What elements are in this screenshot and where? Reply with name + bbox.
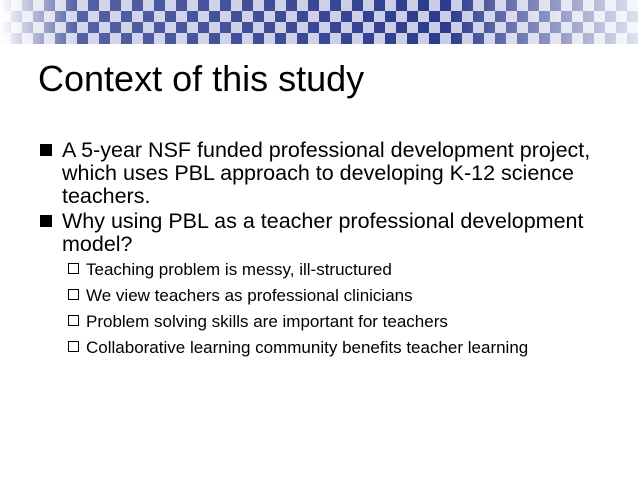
sub-bullet-text: Problem solving skills are important for teachers xyxy=(86,312,448,331)
sub-bullet-text: Teaching problem is messy, ill-structured xyxy=(86,260,392,279)
sub-bullet-item xyxy=(62,338,598,357)
bullet-list xyxy=(38,139,598,357)
sub-bullet-list xyxy=(62,260,598,357)
sub-bullet-text: Collaborative learning community benefits teacher learning xyxy=(86,338,529,357)
bullet-text: Why using PBL as a teacher professional development model? xyxy=(62,209,584,256)
hollow-square-bullet-icon xyxy=(68,289,79,300)
hollow-square-bullet-icon xyxy=(68,341,79,352)
bullet-text: A 5-year NSF funded professional development project, which uses PBL approach to developing K-12 science teachers. xyxy=(62,138,591,208)
square-bullet-icon xyxy=(40,144,52,156)
sub-bullet-text: We view teachers as professional clinicians xyxy=(86,286,413,305)
sub-bullet-item xyxy=(62,260,598,279)
sub-bullet-item xyxy=(62,286,598,305)
decorative-checker-band xyxy=(0,0,638,44)
bullet-item xyxy=(38,210,598,357)
hollow-square-bullet-icon xyxy=(68,315,79,326)
slide-title: Context of this study xyxy=(38,58,365,99)
square-bullet-icon xyxy=(40,215,52,227)
bullet-item xyxy=(38,139,598,208)
sub-bullet-item xyxy=(62,312,598,331)
hollow-square-bullet-icon xyxy=(68,263,79,274)
slide-content xyxy=(38,139,598,364)
